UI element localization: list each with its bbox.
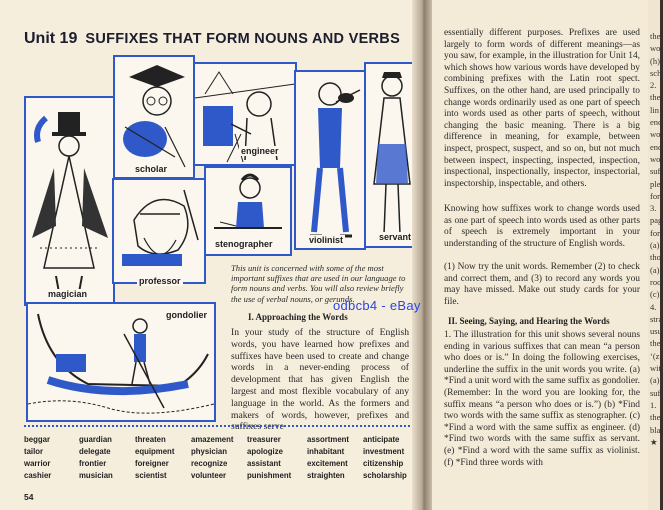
word-list-item: physician [191, 447, 227, 456]
caption-engineer: engineer [241, 146, 279, 156]
far-page-fragment: 3. [650, 203, 657, 214]
far-page-fragment: for [650, 227, 660, 238]
word-list-item: recognize [191, 459, 228, 468]
word-list-item: foreigner [135, 459, 169, 468]
word-list-item: scientist [135, 471, 167, 480]
far-page-fragment: enc [650, 117, 662, 128]
gondolier-drawing [28, 304, 214, 420]
far-page-fragment: ‘(z [650, 350, 660, 361]
scholar-illustration [113, 55, 195, 179]
word-list-item: guardian [79, 435, 112, 444]
far-page-fragment: thei [650, 338, 663, 349]
far-page-fragment: (a) [650, 264, 660, 275]
caption-violinist: violinist [309, 235, 344, 245]
watermark: odbcb4 - eBay [333, 298, 421, 313]
far-page-fragment: 1. [650, 399, 657, 410]
violinist-drawing [296, 72, 364, 248]
far-page-fragment: (a) [650, 240, 660, 251]
far-page-fragment: blar [650, 424, 663, 435]
caption-gondolier: gondolier [166, 310, 207, 320]
far-page-fragments [650, 30, 663, 448]
word-list-item: apologize [247, 447, 283, 456]
word-list-item: straighten [307, 471, 345, 480]
far-page-fragment: sufi [650, 166, 663, 177]
violinist-illustration [294, 70, 366, 250]
word-list-item: excitement [307, 459, 348, 468]
servant-drawing [366, 64, 418, 246]
gondolier-illustration [26, 302, 216, 422]
unit-label: Unit 19 [24, 30, 78, 47]
word-list-item: inhabitant [307, 447, 345, 456]
caption-magician: magician [48, 289, 88, 299]
word-list-item: investment [363, 447, 405, 456]
word-list-item: tailor [24, 447, 44, 456]
book-gutter [412, 0, 434, 510]
far-page-fragment: the [650, 92, 661, 103]
scholar-drawing [115, 57, 193, 177]
word-list-item: volunteer [191, 471, 227, 480]
word-list-item: anticipate [363, 435, 400, 444]
far-page-fragment: usu [650, 326, 662, 337]
word-list-item: delegate [79, 447, 111, 456]
caption-scholar: scholar [135, 164, 168, 174]
far-page-fragment: 4. [650, 301, 657, 312]
far-page-fragment: roo [650, 276, 662, 287]
right-paragraph-3: (1) Now try the unit words. Remember (2) to check and correct them, and (3) to record any words you may have missed. Make out study cards for your file. [444, 262, 640, 307]
word-list-item: musician [79, 471, 113, 480]
word-list-item: punishment [247, 471, 292, 480]
far-page-fragment: stra [650, 313, 663, 324]
professor-illustration [112, 178, 206, 284]
far-page-fragment: ★ [650, 436, 658, 447]
right-paragraph-2: Knowing how suffixes work to change words used as one part of speech into words used as other parts of speech is extremely important in your understanding of the structure of English words. [444, 204, 640, 249]
word-list-item: frontier [79, 459, 107, 468]
word-list-item: treasurer [247, 435, 281, 444]
body-paragraph: In your study of the structure of English words, you have learned how prefixes and suffixes have been used to create and change words in a never-ending process of development that has given English the largest and most flexible vocabulary of any language in the world. As the formers and makers of words, however, prefixes and suffixes serve [231, 327, 409, 433]
word-list-item: warrior [24, 459, 51, 468]
far-page-fragment: sch [650, 67, 662, 78]
right-paragraph-4: 1. The illustration for this unit shows several nouns ending in various suffixes that can mean “a person who does or is.” In doing the following exercises, underline the suffix in the unit words you write. (a) *Find a unit word with the same suffix as gondolier. (Remember: In the word you are looking for, the suffix means “a person who does or is.”) (b) *Find two words with the same suffix as stenographer. (c) *Find a word with the same suffix as engineer. (d) *Find two words with the same suffix as servant. (e) *Find a word with the same suffix as violinist. (f) *Find three words with [444, 330, 640, 468]
dotted-divider [24, 425, 410, 427]
caption-professor: professor [139, 276, 181, 286]
far-page-fragment: 2. [650, 80, 657, 91]
far-page-fragment: the [650, 31, 661, 41]
intro-paragraph: This unit is concerned with some of the most important suffixes that are used in our language to form nouns and verbs. You will also review briefly the use of verbal nouns, or gerunds. [231, 263, 406, 304]
far-page-fragment: wit [650, 363, 661, 374]
magician-drawing [26, 98, 113, 304]
far-page-fragment: tho [650, 252, 661, 263]
page-number: 54 [24, 492, 34, 502]
professor-drawing [114, 180, 204, 282]
word-list-item: amazement [191, 435, 234, 444]
word-list-item: citizenship [363, 459, 404, 468]
far-page-fragment: lin [650, 104, 659, 115]
far-page-fragment: wo [650, 43, 661, 54]
far-page-fragment: for [650, 190, 660, 201]
word-list-item: scholarship [363, 471, 407, 480]
far-page-fragment: enc [650, 141, 662, 152]
word-list-item: beggar [24, 435, 50, 444]
magician-illustration [24, 96, 115, 306]
far-page-fragment: (h) [650, 55, 660, 66]
far-page-fragment: pag [650, 215, 663, 226]
far-page-fragment: (a) [650, 375, 660, 386]
far-page-fragment: wo [650, 153, 661, 164]
far-page-fragment: (c) [650, 289, 660, 300]
word-list [24, 434, 414, 481]
word-list-item: assistant [247, 459, 281, 468]
word-list-item: cashier [24, 471, 52, 480]
word-list-item: assortment [307, 435, 350, 444]
far-page-fragment: suf [650, 387, 661, 398]
caption-stenographer: stenographer [215, 239, 273, 249]
right-page [432, 0, 648, 510]
far-page-fragment: ple [650, 178, 661, 189]
unit-title: SUFFIXES THAT FORM NOUNS AND VERBS [85, 31, 401, 47]
word-list-item: equipment [135, 447, 175, 456]
section-heading-approaching: I. Approaching the Words [248, 312, 348, 322]
word-list-item: threaten [135, 435, 166, 444]
far-page-fragment: the [650, 412, 661, 423]
unit-heading [24, 30, 400, 48]
caption-servant: servant [379, 232, 412, 242]
section-heading-seeing: II. Seeing, Saying, and Hearing the Words [448, 316, 610, 326]
right-paragraph-1: essentially different purposes. Prefixes are used largely to form words of different meanings—as you saw, for example, in the illustration for Unit 14, which shows how various words have developed by combining prefixes with the Latin root spect. Suffixes, on the other hand, are used principally to change words ordinarily used as one part of speech into words used as other parts of speech, without changing the basic meaning. There is a big difference in meaning, for example, between inspect, prospect, suspect, and so on, but not much between inspect, inspecting, inspected, inspection, inspectional, inspectionally, inspector, inspectorial, inspectorship, inspectable, and others. [444, 28, 640, 189]
far-page-fragment: wo [650, 129, 661, 140]
